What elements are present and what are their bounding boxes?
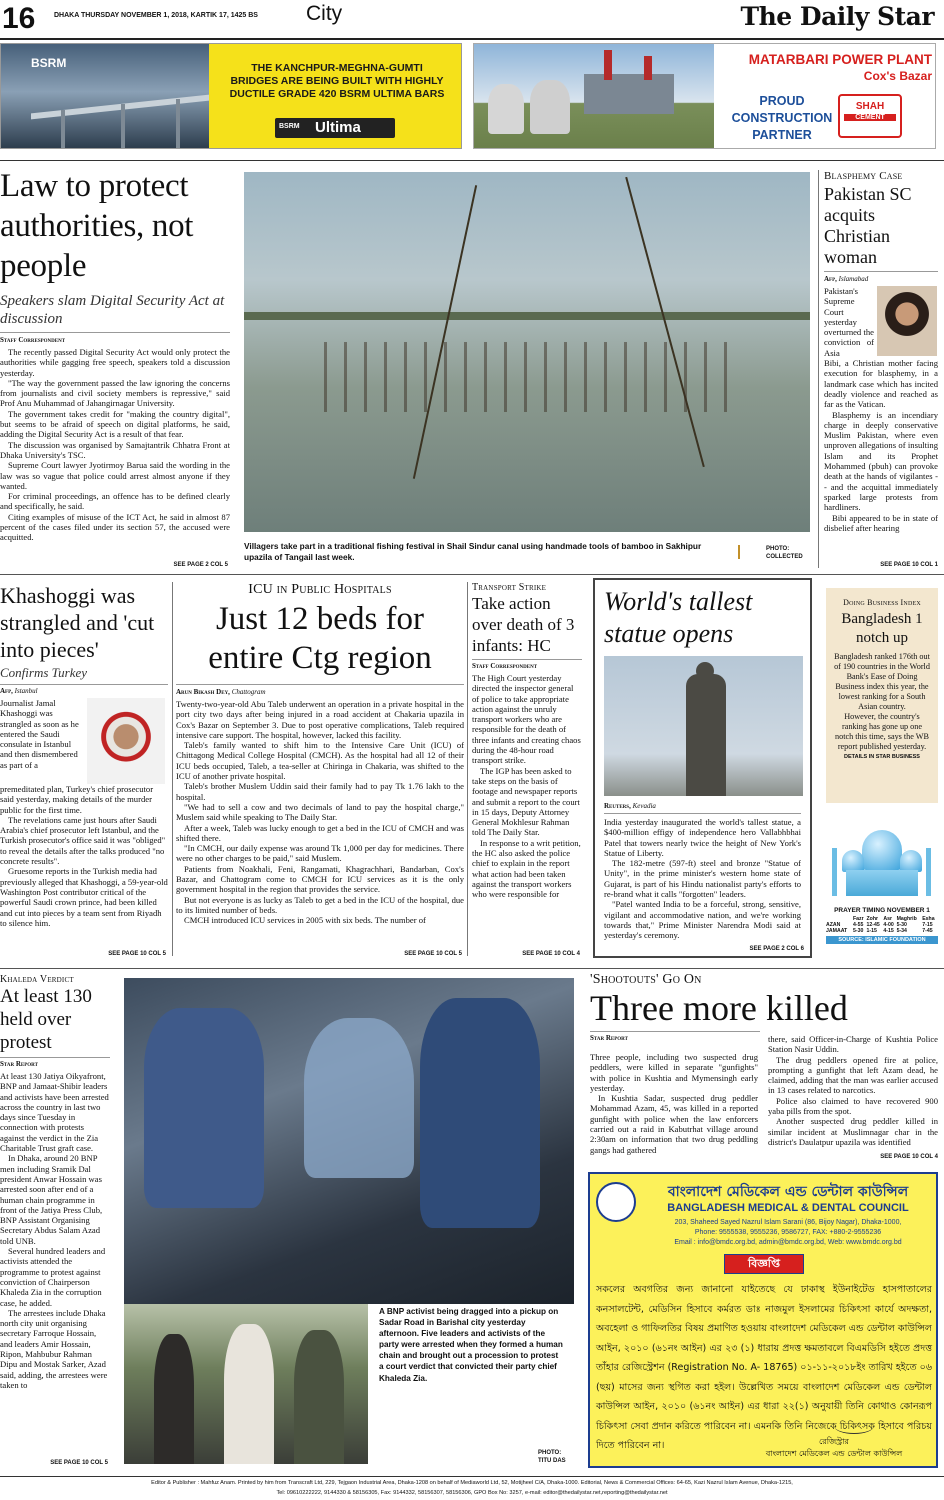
paragraph: there, said Officer-in-Charge of Kushtia Police Station Nasir Uddin. <box>768 1034 938 1055</box>
paragraph: For criminal proceedings, an offence has to be defined clearly and specifically, he said. <box>0 491 230 512</box>
paper-nameplate[interactable]: The Daily Star <box>740 2 934 31</box>
paragraph: The drug peddlers opened fire at police, prompting a gunfight that left Azam dead, he claimed, adding that the man was earlier accused in 13 cases related to narcotics. <box>768 1054 938 1096</box>
paragraph: Patients from Noakhali, Feni, Rangamati, Khagrachhari, Bandarban, Cox's Bazar, and Chattogram come to CMCH for ICU services as it is the only government hospital in the region that provides the service. <box>176 863 464 895</box>
mosque-icon <box>826 820 938 902</box>
statue-story <box>593 578 812 958</box>
paragraph: Three people, including two suspected drug peddlers, were killed in separate "gunfights" with police in Kushtia and Mymensingh early yesterday. <box>590 1052 758 1093</box>
paragraph: But not everyone is as lucky as Taleb to get a bed in the ICU of the hospital, due to its limited number of beds. <box>176 894 464 915</box>
bmdc-title-en: BANGLADESH MEDICAL & DENTAL COUNCIL <box>667 1202 909 1214</box>
khaleda-byline: Star Report <box>0 1057 110 1068</box>
bnp-arrest-photo <box>124 1304 368 1464</box>
lead-deck: Speakers slam Digital Security Act at discussion <box>0 293 225 327</box>
shah-ad-subtitle: Cox's Bazar <box>863 69 932 83</box>
khashoggi-see-page[interactable]: SEE PAGE 10 COL 5 <box>108 951 166 957</box>
statue-photo <box>604 656 803 796</box>
credit-label: PHOTO: <box>538 1450 562 1456</box>
prayer-cell: 12-45 <box>866 922 880 928</box>
credit-name: COLLECTED <box>766 554 803 560</box>
shootouts-byline: Star Report <box>590 1031 760 1042</box>
paragraph: "Patel wanted India to be a forceful, strong, sensitive, vigilant and accommodative nation, and we're working towards that," Prime Minister Narendra Modi said at yesterday's ceremony. <box>604 899 801 941</box>
paragraph: Citing examples of misuse of the ICT Act, he said in almost 87 percent of the cases filed under its section 57, the accused were acquitted. <box>0 511 230 543</box>
paragraph: At least 130 Jatiya Oikyafront, BNP and Jamaat-Shibir leaders and activists have been arrested across the country in last two days since Tuesday in connection with protests against the verdict in the Zia Charitable Trust graft case. <box>0 1071 109 1154</box>
prayer-title: PRAYER TIMING NOVEMBER 1 <box>834 907 930 914</box>
fishing-photo-caption: Villagers take part in a traditional fishing festival in Shail Sindur canal using handmade tools of bamboo in Sakhipur upazila of Tangail last week. <box>244 541 702 562</box>
column-rule <box>818 170 819 568</box>
prayer-cell: 4-55 <box>852 922 864 928</box>
shootouts-headline[interactable]: Three more killed <box>590 988 848 1028</box>
paragraph: In Kushtia Sadar, suspected drug peddler Mohammad Azam, 45, was killed in a reported gunfight with police when the law enforcers carried out a raid in Kabutrhat village around 2:30am on information that two drug peddling gangs had gathered <box>590 1093 758 1155</box>
paragraph: Bibi, a Christian mother facing execution for blasphemy, in a landmark case which has incited deadly violence and reached as far as the Vatican. <box>824 358 938 410</box>
section-name: City <box>306 2 343 25</box>
doing-business-box[interactable] <box>826 588 938 803</box>
shah-cement-logo <box>838 94 902 138</box>
ads-rule <box>0 160 944 161</box>
blasphemy-byline <box>824 271 938 283</box>
paragraph: Bibi appeared to be in state of disbelief after hearing <box>824 512 938 533</box>
blasphemy-body <box>824 358 938 533</box>
paragraph: Several hundred leaders and activists attended the programme to protest against conviction of Chairperson Khaleda Zia in the corruption case, he added. <box>0 1246 106 1308</box>
paragraph: Bangladesh ranked 176th out of 190 countries in the World Bank's Ease of Doing Business index this year, the lowest ranking for a South Asian country. <box>834 652 930 711</box>
shah-cement-ad[interactable] <box>473 43 936 149</box>
transport-kicker: Transport Strike <box>472 582 547 593</box>
bsrm-yellow-panel <box>209 44 462 149</box>
shootouts-col-1 <box>590 1052 758 1155</box>
bmdc-notice-text: সকলের অবগতির জন্য জানানো যাইতেছে যে ঢাকাস্থ ইউনাইটেড হাসপাতালের কনসালটেন্ট, মেডিসিন হিসাবে কর্মরত ডাঃ নাজমুল ইসলামের চিকিৎসা কার্যে অদক্ষতা, অবহেলা ও গাফিলতির বিষয় প্রমাণিত হওয়ায় বাংলাদেশ মেডিকেল এন্ড ডেন্টাল কাউন্সিল আইন, ২০১০ (৬১নং আইন) এর ২৩ (১) ধারায় প্রদত্ত ক্ষমতাবলে বিএমডিসি হইতে প্রদত্ত তাঁহার রেজিস্ট্রেশন (Registration No. A- 18765) ০১-১১-২০১৮ইং তারিখ হইতে ০৬ (ছয়) মাসের জন্য স্থগিত করা হইল। উল্লেখিত সময়ে বাংলাদেশ মেডিকেল এন্ড ডেন্টাল কাউন্সিল আইন, ২০১০ (৬১নং আইন) এর ধারা ২২(১) অনুযায়ী তিনি কোথাও কোনরূপ চিকিৎসা সেবা প্রদান করিতে পারিবেন না। এমনকি তিনি নিজেকে চিকিৎসক হিসাবে পরিচয় দিতে পারিবেন না। <box>596 1284 932 1451</box>
khaleda-headline[interactable]: At least 130 held over protest <box>0 986 92 1053</box>
prayer-cell: 4-15 <box>883 928 894 934</box>
prayer-cell: 7-45 <box>922 928 933 934</box>
blasphemy-kicker: Blasphemy Case <box>824 170 903 182</box>
bmdc-signer-title: রেজিস্ট্রার <box>819 1437 849 1446</box>
statue-body <box>604 817 801 941</box>
bnp-photo-credit <box>538 1449 566 1465</box>
power-plant-image <box>474 44 714 149</box>
prayer-timing-box <box>826 820 938 965</box>
paragraph: "The way the government passed the law ignoring the concerns from journalists and civil society members is repressive," said Prof Anu Muhammad of Jahangirnagar University. <box>0 377 230 409</box>
blasphemy-headline[interactable]: Pakistan SC acquits Christian woman <box>824 184 912 267</box>
byline-name: Arun Bikash Dey, <box>176 688 230 696</box>
imprint-line-1: Editor & Publisher : Mahfuz Anam. Printed by him from Transcraft Ltd, 229, Tejgaon Industrial Area, Dhaka-1208 on behalf of Mediaworld Ltd, 52, Motijheel C/A, Dhaka-1000. Editorial, News & Commercial Offices: 64-65, Kazi Nazrul Islam Avenue, Dhaka-1215, <box>151 1480 793 1486</box>
prayer-cell: 1-15 <box>866 928 877 934</box>
lead-headline[interactable]: Law to protect authorities, not people <box>0 168 194 284</box>
prayer-col: Asr <box>883 916 893 922</box>
shah-logo-top: SHAH <box>855 101 885 112</box>
prayer-col: Fazr <box>852 916 864 922</box>
prayer-cell: 5-30 <box>896 922 907 928</box>
section-rule <box>0 968 944 969</box>
statue-byline <box>604 802 801 814</box>
shah-logo-bottom: CEMENT <box>844 114 896 121</box>
byline-place: Chattogram <box>231 688 266 696</box>
bmdc-notice-label: বিজ্ঞপ্তি <box>724 1254 804 1274</box>
doing-business-kicker: Doing Business Index <box>843 598 921 607</box>
shootouts-see-page[interactable]: SEE PAGE 10 COL 4 <box>880 1154 938 1160</box>
prayer-cell: JAMAAT <box>826 928 848 934</box>
bmdc-phone: Phone: 9555538, 9555236, 9586727, FAX: +880-2-9555236 <box>694 1229 882 1236</box>
paragraph: The 182-metre (597-ft) steel and bronze "Statue of Unity", in the prime minister's western home state of Gujarat, is part of his Hindu nationalist party's efforts to re-brand what it calls "forgotten" leaders. <box>604 858 801 900</box>
prayer-col: Zohr <box>866 916 879 922</box>
shah-ad-title: MATARBARI POWER PLANT <box>748 52 932 67</box>
lead-byline: Staff Correspondent <box>0 332 230 344</box>
prayer-table <box>826 916 938 934</box>
khaleda-story <box>0 974 110 1466</box>
bnp-photo-caption: A BNP activist being dragged into a pickup on Sadar Road in Barishal city yesterday afternoon. Five leaders and activists of the party were arrested when they formed a human chain and brought out a procession to protest a court verdict that convicted their party chief Khaleda Zia. <box>379 1307 563 1383</box>
paragraph: However, the country's ranking has gone up one notch this time, says the WB report published yesterday. <box>835 712 929 751</box>
paragraph: India yesterday inaugurated the world's tallest statue, a $400-million effigy of independence hero Vallabhbhai Patel that towers nearly twice the height of New York's Statue of Liberty. <box>604 817 801 858</box>
paragraph: Taleb's family wanted to shift him to the Intensive Care Unit (ICU) of Chittagong Medical College Hospital (CMCH). As the hospital had all 12 of their ICU beds occupied, Taleb, a tea-seller at Chiringa in Chakaria, was shifted to the ICU of another private hospital. <box>176 740 464 782</box>
shootouts-story <box>590 972 940 1162</box>
khashoggi-byline <box>0 684 168 695</box>
prayer-cell: 5-30 <box>852 928 864 934</box>
paragraph: Another suspected drug peddler killed in similar incident at Muslimnagar char in the district's Daulatpur upazila was identified <box>768 1116 938 1147</box>
section-rule <box>0 574 944 575</box>
paragraph: In Dhaka, around 20 BNP men including Sramik Dal president Anwar Hossain was arrested soon after end of a human chain programme in front of the Jatiya Press Club, BNP Assistant Organising Secretary Abdus Salam Azad told UNB. <box>0 1153 103 1246</box>
masthead-rule <box>0 38 944 40</box>
khashoggi-body <box>0 784 168 928</box>
icu-kicker: ICU in Public Hospitals <box>248 582 392 597</box>
khaleda-body <box>0 1071 110 1390</box>
prayer-col: Esha <box>922 916 935 922</box>
blasphemy-story <box>824 170 938 568</box>
doing-business-body <box>832 652 932 752</box>
footer-rule <box>0 1476 944 1477</box>
byline-place: Islamabad <box>838 275 869 283</box>
caption-mark <box>738 545 740 559</box>
credit-label: PHOTO: <box>766 546 790 552</box>
doing-business-headline: Bangladesh 1 notch up <box>841 611 923 646</box>
paragraph: The High Court yesterday directed the inspector general of police to take appropriate action against the unruly transport workers who are responsible for the death of three infants and creating chaos during the 48-hour road transport strike. <box>472 673 581 766</box>
prayer-cell: 7-15 <box>922 922 933 928</box>
byline-place: Istanbul <box>14 687 38 695</box>
shah-ad-tagline: PROUD CONSTRUCTION PARTNER <box>731 94 833 142</box>
paragraph: Gruesome reports in the Turkish media had previously alleged that Khashoggi, a 59-year-old Washington Post contributor critical of the powerful Saudi crown prince, had been killed and cut into pieces by a team sent from Riyadh to silence him. <box>0 866 168 928</box>
prayer-col: Maghrib <box>896 916 917 922</box>
bmdc-signature <box>834 1418 874 1434</box>
paragraph: The revelations came just hours after Saudi Arabia's chief prosecutor left Istanbul, and the Turkish prosecutor's office said it was "obliged" to reveal the details after the talks produced "no concrete results". <box>0 814 166 867</box>
paragraph: The government takes credit for "making the country digital", but seems to be afraid of speech on digital platforms, he said, adding the Digital Security Act is a result of that fear. <box>0 408 230 440</box>
bmdc-title-bn: বাংলাদেশ মেডিকেল এন্ড ডেন্টাল কাউন্সিল <box>667 1184 909 1200</box>
icu-headline[interactable]: Just 12 beds for entire Ctg region <box>208 601 432 676</box>
bmdc-address: 203, Shaheed Sayed Nazrul Islam Sarani (86, Bijoy Nagar), Dhaka-1000, <box>674 1219 902 1226</box>
ultima-badge <box>275 118 395 138</box>
bsrm-ad[interactable] <box>0 43 462 149</box>
transport-story <box>472 582 582 957</box>
page-number: 16 <box>2 2 36 35</box>
lead-story <box>0 166 230 568</box>
paragraph: "We had to sell a cow and two decimals of land to pay the hospital charge," Muslem said while speaking to The Daily Star. <box>176 801 464 823</box>
transport-see-page[interactable]: SEE PAGE 10 COL 4 <box>522 951 580 957</box>
bmdc-logo <box>596 1182 636 1222</box>
paragraph: The recently passed Digital Security Act would only protect the authorities while gagging free speech, speakers told a discussion yesterday. <box>0 347 230 378</box>
icu-story <box>176 582 464 957</box>
fishing-photo-credit <box>766 545 803 561</box>
byline-agency: Reuters, <box>604 802 631 810</box>
byline-agency: Afp, <box>0 687 13 695</box>
byline-agency: Afp, <box>824 275 837 283</box>
paragraph: After a week, Taleb was lucky enough to get a bed in the ICU of CMCH and was shifted there. <box>176 822 464 843</box>
paragraph: Supreme Court lawyer Jyotirmoy Barua said the wording in the law was so vague that police could arrest almost anyone if they wanted. <box>0 460 230 491</box>
lead-body <box>0 347 230 543</box>
statue-headline[interactable]: World's tallest statue opens <box>604 587 753 648</box>
paragraph: The IGP has been asked to take steps on the basis of footage and newspaper reports and submit a report to the court in 15 days, Deputy Attorney General Mokhlesur Rahman told The Daily Star. <box>472 765 580 838</box>
bsrm-ad-headline: THE KANCHPUR-MEGHNA-GUMTI BRIDGES ARE BEING BUILT WITH HIGHLY DUCTILE GRADE 420 BSRM ULTIMA BARS <box>229 62 445 100</box>
khashoggi-photo <box>87 698 165 784</box>
blasphemy-see-page[interactable]: SEE PAGE 10 COL 1 <box>880 562 938 568</box>
credit-name: TITU DAS <box>538 1458 566 1464</box>
bmdc-signer-org: বাংলাদেশ মেডিকেল এন্ড ডেন্টাল কাউন্সিল <box>765 1449 903 1458</box>
khashoggi-lede: Journalist Jamal Khashoggi was strangled as soon as he entered the Saudi consulate in Istanbul and then dismembered as part of a <box>0 698 79 770</box>
lead-see-page[interactable]: SEE PAGE 2 COL 5 <box>173 562 228 568</box>
statue-see-page[interactable]: SEE PAGE 2 COL 6 <box>749 946 804 952</box>
paragraph: The arrestees include Dhaka north city unit organising secretary Farroque Hossain, and leaders Amir Hossain, Ripon, Mahbubur Rahman Dipu and Mostak Sarker, Azad said, adding, the arrestees were taken to <box>0 1307 108 1390</box>
prayer-cell: AZAN <box>826 922 841 928</box>
byline-place: Kevadia <box>632 802 656 810</box>
icu-body <box>176 699 464 926</box>
paragraph: Taleb's brother Muslem Uddin said their family had to pay Tk 1.76 lakh to the hospital. <box>176 781 464 802</box>
doing-business-details-link[interactable]: DETAILS IN STAR BUSINESS <box>844 754 920 760</box>
khashoggi-deck: Confirms Turkey <box>0 665 88 680</box>
shootouts-col-2 <box>768 1034 938 1147</box>
ultima-badge-tag: BSRM <box>279 123 300 130</box>
paragraph: The discussion was organised by Samajtantrik Chhatra Front at Dhaka University's TSC. <box>0 439 230 460</box>
bmdc-email: Email : info@bmdc.org.bd, admin@bmdc.org.bd, Web: www.bmdc.org.bd <box>674 1239 902 1246</box>
khaleda-kicker: Khaleda Verdict <box>0 974 74 985</box>
khashoggi-headline[interactable]: Khashoggi was strangled and 'cut into pieces' <box>0 583 155 662</box>
blasphemy-lede: Pakistan's Supreme Court yesterday overturned the conviction of Asia <box>824 286 874 358</box>
transport-headline[interactable]: Take action over death of 3 infants: HC <box>472 594 575 655</box>
imprint-line-2: Tel: 09610222222, 9144330 & 58156305, Fax: 9144332, 58156307, 58156306, GPO Box No: 3257, e-mail: editor@thedailystar.net,reporting@thedailystar.net <box>276 1490 668 1496</box>
transport-byline: Staff Correspondent <box>472 659 582 670</box>
column-rule <box>467 582 468 956</box>
khaleda-see-page[interactable]: SEE PAGE 10 COL 5 <box>50 1460 108 1466</box>
masthead <box>0 0 944 38</box>
paragraph: Twenty-two-year-old Abu Taleb underwent an operation in a private hospital in the port city two days after being injured in a road accident at Chakaria upazila in Cox's Bazar on September 3. Due to post operative complications, Taleb required intensive care support. The hospital, however, lacked this facility. <box>176 699 464 740</box>
prayer-cell: 5-34 <box>896 928 907 934</box>
paragraph: In response to a writ petition, the HC also asked the police chief to explain in the report what action had been taken against the transport workers who were responsible for <box>472 837 581 900</box>
paragraph: Police also claimed to have recovered 900 yaba pills from the spot. <box>768 1095 938 1117</box>
icu-byline <box>176 684 464 696</box>
paragraph: Blasphemy is an incendiary charge in deeply conservative Muslim Pakistan, where even unproven allegations of insulting Islam and its Prophet Mohammed (pbuh) can provoke death at the hands of vigilantes -- and the acquittal immediately sparked large protests from hardliners. <box>824 409 938 513</box>
transport-body <box>472 673 582 900</box>
prayer-row <box>826 928 938 934</box>
prayer-cell: 4-00 <box>883 922 894 928</box>
bnp-activist-photo <box>124 978 574 1304</box>
icu-see-page[interactable]: SEE PAGE 10 COL 5 <box>404 951 462 957</box>
fishing-festival-photo <box>244 172 810 532</box>
column-rule <box>172 582 173 956</box>
ultima-badge-name: Ultima <box>315 119 361 136</box>
paragraph: "In CMCH, our daily expense was around Tk 1,000 per day for medicines. There were no other charges to be paid," said Muslem. <box>176 843 464 864</box>
paragraph: CMCH introduced ICU services in 2005 with six beds. The number of <box>184 915 426 926</box>
bmdc-notice-ad[interactable] <box>588 1172 938 1468</box>
shootouts-kicker: 'Shootouts' Go On <box>590 972 702 987</box>
khashoggi-story <box>0 582 168 957</box>
bsrm-logo: BSRM <box>31 56 67 70</box>
paragraph: premeditated plan, Turkey's chief prosecutor said yesterday, making details of the murder public for the first time. <box>0 784 154 815</box>
asia-bibi-photo <box>877 286 937 356</box>
prayer-source: SOURCE: ISLAMIC FOUNDATION <box>826 936 938 944</box>
dateline: DHAKA THURSDAY NOVEMBER 1, 2018, KARTIK 17, 1425 BS <box>54 12 258 19</box>
